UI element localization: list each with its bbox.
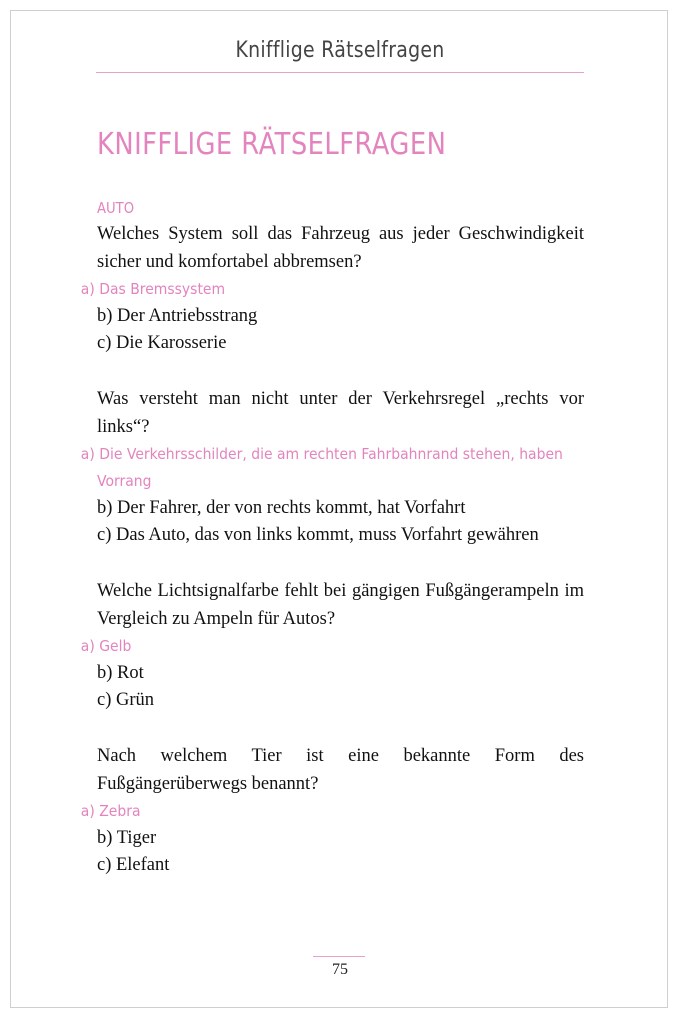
running-head: Knifflige Rätselfragen [235, 38, 445, 63]
content [80, 196, 584, 907]
question-block [80, 220, 584, 357]
question-text: Welches System soll das Fahrzeug aus jeder Geschwindigkeit sicher und komfortabel abbremsen? [97, 224, 584, 272]
answer-correct-text: a) Zebra [80, 802, 141, 820]
chapter-title: KNIFFLIGE RÄTSELFRAGEN [97, 127, 447, 162]
answer-option: c) Elefant [97, 855, 170, 875]
answer-correct [80, 798, 584, 825]
answer-option: c) Das Auto, das von links kommt, muss Vorfahrt gewähren [97, 525, 539, 545]
answer-correct-text: a) Gelb [80, 637, 132, 655]
answer-option: c) Grün [97, 690, 155, 710]
answer-correct [80, 441, 584, 495]
answer-option: b) Der Fahrer, der von rechts kommt, hat Vorfahrt [97, 498, 466, 518]
question-block [80, 385, 584, 549]
question-block [80, 577, 584, 714]
answer-correct [80, 276, 584, 303]
answer-option: b) Rot [97, 663, 144, 683]
answer-correct-text: a) Die Verkehrsschilder, die am rechten Fahrbahnrand stehen, haben Vorrang [80, 445, 563, 490]
question-text: Welche Lichtsignalfarbe fehlt bei gängigen Fußgängerampeln im Vergleich zu Ampeln für Autos? [97, 581, 584, 629]
answer-option: b) Tiger [97, 828, 157, 848]
page-number: 75 [332, 961, 348, 978]
answer-correct [80, 633, 584, 660]
answer-option: c) Die Karosserie [97, 333, 227, 353]
answer-correct-text: a) Das Bremssystem [80, 280, 226, 298]
footer-rule [313, 956, 365, 957]
header-rule [96, 72, 584, 73]
question-text: Nach welchem Tier ist eine bekannte Form des Fußgängerüberwegs benannt? [97, 746, 584, 794]
answer-option: b) Der Antriebsstrang [97, 306, 258, 326]
section-label: AUTO [97, 199, 135, 217]
question-text: Was versteht man nicht unter der Verkehrsregel „rechts vor links“? [97, 389, 584, 437]
question-block [80, 742, 584, 879]
